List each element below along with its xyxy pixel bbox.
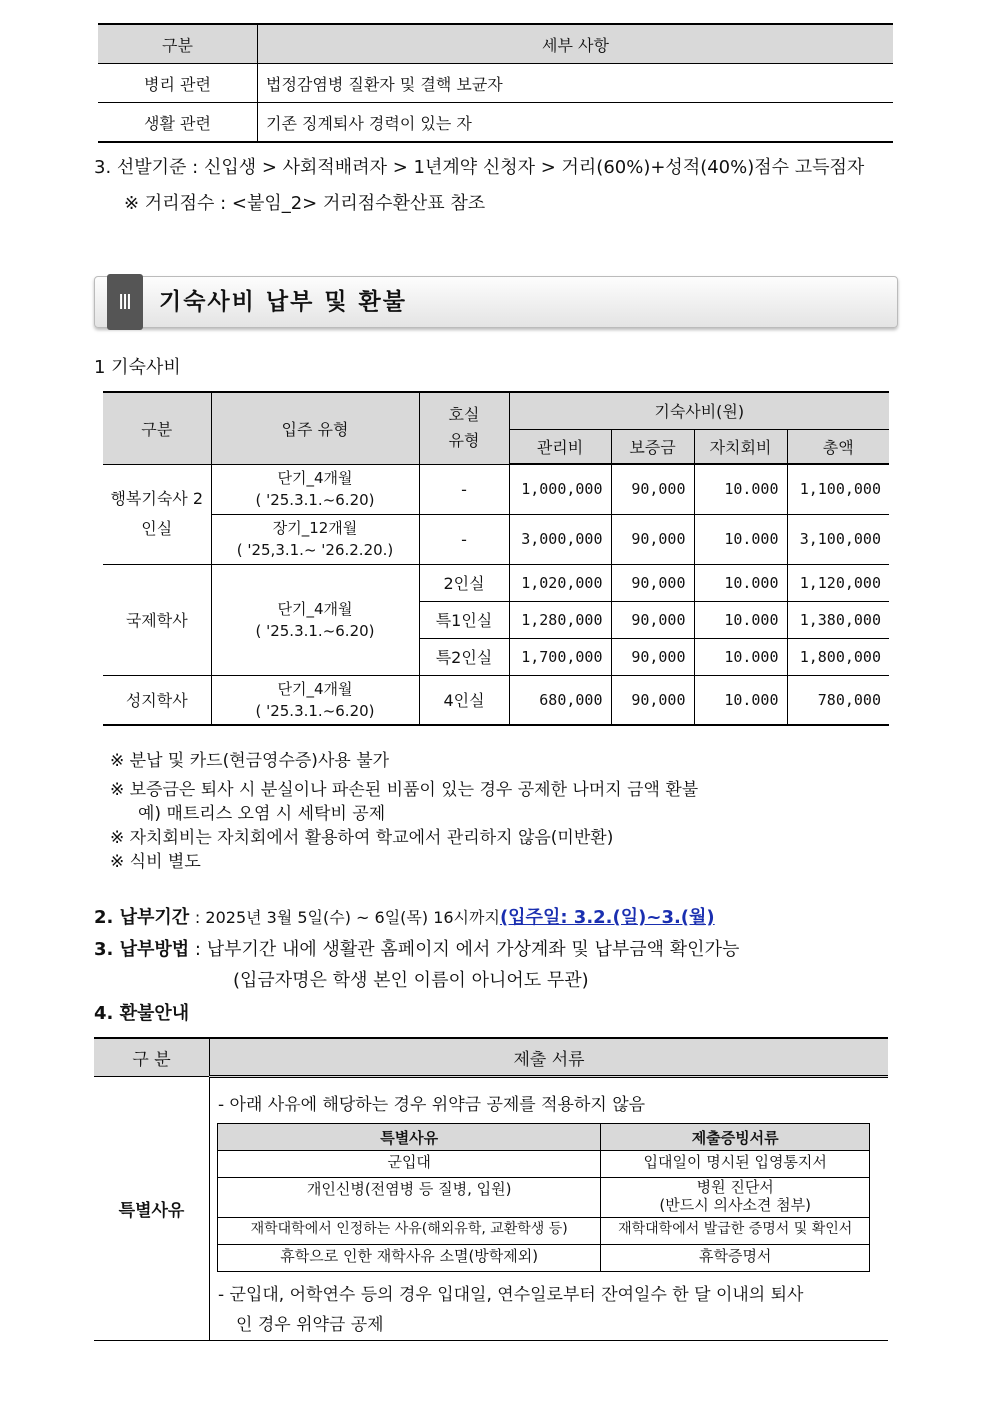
table-row [218, 1151, 870, 1178]
fee-header-deposit: 보증금 [611, 429, 694, 464]
fee-cell-deposit: 90,000 [611, 638, 694, 675]
payment-period-text: : 2025년 3월 5일(수) ~ 6일(목) 16시까지 [194, 908, 500, 927]
distance-score-note: ※ 거리점수 : <붙임_2> 거리점수환산표 참조 [124, 193, 486, 214]
move-in-date: (입주일: 3.2.(일)~3.(월) [499, 907, 715, 928]
criteria-header-detail: 세부 사항 [258, 24, 894, 64]
fee-cell-mgmt: 1,280,000 [509, 601, 611, 638]
fee-cell-room: 4인실 [419, 675, 509, 725]
fee-type-name: 단기_4개월 [277, 679, 353, 698]
table-row [103, 464, 889, 514]
fee-cell-deposit: 90,000 [611, 564, 694, 601]
payment-method [94, 935, 739, 961]
fee-heading: 1 기숙사비 [94, 357, 181, 378]
table-row [98, 64, 893, 103]
fee-cell-total: 1,120,000 [787, 564, 889, 601]
table-row [218, 1178, 870, 1218]
refund-header-docs: 제출 서류 [210, 1038, 889, 1077]
refund-header-category: 구 분 [94, 1038, 210, 1077]
fee-header-fee: 기숙사비(원) [509, 392, 889, 429]
fee-header-council: 자치회비 [694, 429, 787, 464]
fee-cell-council: 10.000 [694, 514, 787, 564]
fee-type-period: ( '25.3.1.~6.20) [255, 621, 375, 640]
fee-type-name: 장기_12개월 [272, 519, 358, 537]
proof-cell [601, 1178, 870, 1218]
fee-cell-council: 10.000 [694, 675, 787, 725]
refund-outro-cont: 인 경우 위약금 공제 [236, 1315, 384, 1335]
proof-line: 병원 진단서 [696, 1178, 774, 1196]
fee-cell-total: 780,000 [787, 675, 889, 725]
fee-cell-room: - [419, 464, 509, 514]
proof-cell: 휴학증명서 [601, 1245, 870, 1272]
table-row [103, 564, 889, 601]
fee-header-total: 총액 [787, 429, 889, 464]
fee-header-room-text: 호실 유형 [448, 405, 480, 451]
fee-type-period: ( '25.3.1.~6.20) [255, 491, 375, 509]
note-item: ※ 보증금은 퇴사 시 분실이나 파손된 비품이 있는 경우 공제한 나머지 금액 환불 [110, 780, 699, 800]
fee-cell-mgmt: 1,000,000 [509, 464, 611, 514]
proof-header: 제출증빙서류 [601, 1124, 870, 1151]
fee-cell-deposit: 90,000 [611, 464, 694, 514]
fee-cell-deposit: 90,000 [611, 601, 694, 638]
refund-heading [94, 999, 189, 1025]
fee-header-mgmt: 관리비 [509, 429, 611, 464]
fee-cell-total: 3,100,000 [787, 514, 889, 564]
refund-heading-label: 4. 환불안내 [94, 1003, 190, 1024]
fee-cell-deposit: 90,000 [611, 514, 694, 564]
payment-method-note: (입금자명은 학생 본인 이름이 아니어도 무관) [233, 970, 589, 991]
fee-cell-council: 10.000 [694, 601, 787, 638]
refund-category: 특별사유 [94, 1077, 210, 1341]
criteria-cell: 기존 징계퇴사 경력이 있는 자 [258, 103, 894, 143]
fee-type-name: 단기_4개월 [277, 469, 353, 487]
fee-cell-deposit: 90,000 [611, 675, 694, 725]
fee-cell-type [211, 514, 419, 564]
refund-intro: - 아래 사유에 해당하는 경우 위약금 공제를 적용하지 않음 [218, 1095, 646, 1115]
note-item: ※ 식비 별도 [110, 852, 201, 872]
fee-cell-type [211, 564, 419, 675]
fee-cell-total: 1,800,000 [787, 638, 889, 675]
fee-cell-mgmt: 1,020,000 [509, 564, 611, 601]
refund-outro: - 군입대, 어학연수 등의 경우 입대일, 연수일로부터 잔여일수 한 달 이내의 퇴사 [218, 1285, 804, 1305]
payment-period-label: 2. 납부기간 [94, 907, 190, 928]
proof-cell: 입대일이 명시된 입영통지서 [601, 1151, 870, 1178]
fee-cell-council: 10.000 [694, 564, 787, 601]
section-title: 기숙사비 납부 및 환불 [159, 289, 407, 315]
refund-docs-cell [210, 1077, 889, 1341]
fee-type-name: 단기_4개월 [277, 599, 353, 618]
refund-table [94, 1037, 888, 1341]
proof-line: (반드시 의사소견 첨부) [659, 1196, 812, 1214]
fee-header-type: 입주 유형 [211, 392, 419, 464]
table-row [94, 1077, 888, 1341]
selection-criteria: 3. 선발기준 : 신입생 > 사회적배려자 > 1년계약 신청자 > 거리(60%)+성적(40%)점수 고득점자 [94, 157, 865, 178]
table-row [103, 675, 889, 725]
fee-cell-council: 10.000 [694, 464, 787, 514]
payment-method-text: : 납부기간 내에 생활관 홈페이지 에서 가상계좌 및 납부금액 확인가능 [194, 939, 740, 960]
fee-cell-type [211, 675, 419, 725]
payment-period [94, 903, 715, 929]
fee-cell-council: 10.000 [694, 638, 787, 675]
fee-type-period: ( '25.3.1.~6.20) [255, 701, 375, 720]
fee-cell-mgmt: 1,700,000 [509, 638, 611, 675]
fee-category-text: 행복기숙사 2인실 [110, 489, 204, 538]
fee-header-room [419, 392, 509, 464]
fee-cell-mgmt: 680,000 [509, 675, 611, 725]
fee-cell-room: 특1인실 [419, 601, 509, 638]
criteria-cell: 법정감염병 질환자 및 결핵 보균자 [258, 64, 894, 103]
fee-cell-total: 1,380,000 [787, 601, 889, 638]
fee-cell-category: 국제학사 [103, 564, 211, 675]
reason-cell: 개인신병(전염병 등 질병, 입원) [218, 1178, 601, 1218]
table-row [218, 1218, 870, 1245]
note-example: 예) 매트리스 오염 시 세탁비 공제 [138, 804, 386, 824]
table-row [98, 103, 893, 143]
fee-cell-room: 특2인실 [419, 638, 509, 675]
criteria-table [98, 23, 893, 143]
payment-method-label: 3. 납부방법 [94, 939, 190, 960]
fee-cell-category: 성지학사 [103, 675, 211, 725]
fee-cell-mgmt: 3,000,000 [509, 514, 611, 564]
criteria-cell: 생활 관련 [98, 103, 258, 143]
fee-cell-room: - [419, 514, 509, 564]
reason-cell: 재학대학에서 인정하는 사유(해외유학, 교환학생 등) [218, 1218, 601, 1245]
note-item: ※ 자치회비는 자치회에서 활용하여 학교에서 관리하지 않음(미반환) [110, 828, 614, 848]
note-item: ※ 분납 및 카드(현금영수증)사용 불가 [110, 751, 390, 771]
reason-header: 특별사유 [218, 1124, 601, 1151]
section-number: Ⅲ [107, 274, 143, 330]
fee-cell-category [103, 464, 211, 564]
criteria-header-category: 구분 [98, 24, 258, 64]
fee-cell-room: 2인실 [419, 564, 509, 601]
fee-table [103, 391, 889, 726]
fee-cell-type [211, 464, 419, 514]
fee-header-category: 구분 [103, 392, 211, 464]
fee-cell-total: 1,100,000 [787, 464, 889, 514]
fee-type-period: ( '25,3.1.~ '26.2.20.) [236, 541, 394, 559]
reason-cell: 휴학으로 인한 재학사유 소멸(방학제외) [218, 1245, 601, 1272]
reason-cell: 군입대 [218, 1151, 601, 1178]
refund-reason-table [217, 1123, 870, 1272]
proof-cell: 재학대학에서 발급한 증명서 및 확인서 [601, 1218, 870, 1245]
section-header [94, 276, 898, 328]
table-row [103, 514, 889, 564]
table-row [218, 1245, 870, 1272]
criteria-cell: 병리 관련 [98, 64, 258, 103]
